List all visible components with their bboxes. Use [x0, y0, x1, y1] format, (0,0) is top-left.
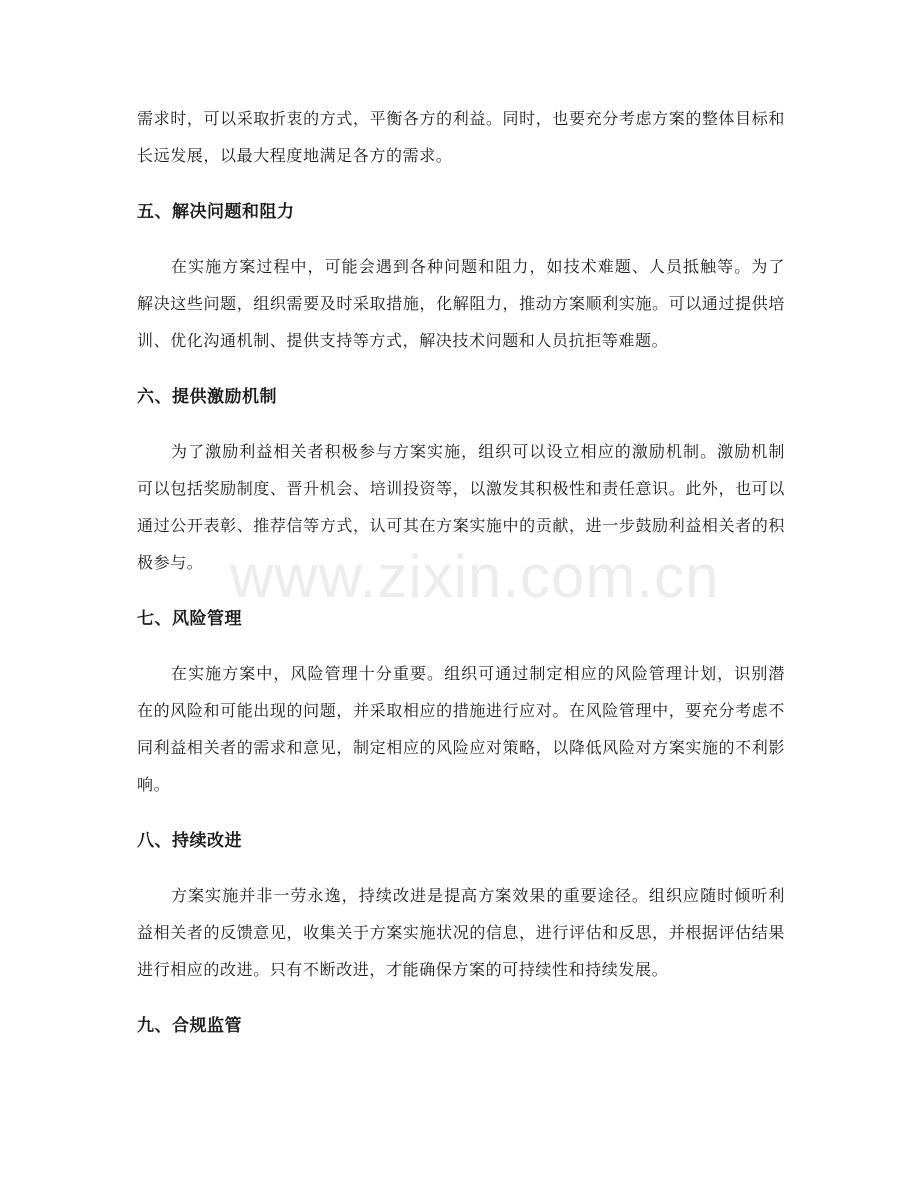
section-heading-8: 八、持续改进: [137, 831, 242, 851]
watermark-text: www.zixin.com.cn: [230, 543, 720, 610]
section-heading-7: 七、风险管理: [137, 609, 242, 629]
section-paragraph-6: 为了激励利益相关者积极参与方案实施，组织可以设立相应的激励机制。激励机制可以包括奖励制度、晋升机会、培训投资等，以激发其积极性和责任意识。此外，也可以通过公开表彰、推荐信等方式，认可其在方案实施中的贡献，进一步鼓励利益相关者的积极参与。: [137, 442, 785, 572]
intro-paragraph: 需求时，可以采取折衷的方式，平衡各方的利益。同时，也要充分考虑方案的整体目标和长远发展，以最大程度地满足各方的需求。: [137, 109, 785, 165]
section-heading-6: 六、提供激励机制: [137, 387, 277, 407]
section-paragraph-5: 在实施方案过程中，可能会遇到各种问题和阻力，如技术难题、人员抵触等。为了解决这些问题，组织需要及时采取措施，化解阻力，推动方案顺利实施。可以通过提供培训、优化沟通机制、提供支持等方式，解决技术问题和人员抗拒等难题。: [137, 257, 785, 350]
section-paragraph-8: 方案实施并非一劳永逸，持续改进是提高方案效果的重要途径。组织应随时倾听利益相关者的反馈意见，收集关于方案实施状况的信息，进行评估和反思，并根据评估结果进行相应的改进。只有不断改进，才能确保方案的可持续性和持续发展。: [137, 886, 785, 979]
section-heading-5: 五、解决问题和阻力: [137, 202, 295, 222]
section-heading-9: 九、合规监管: [137, 1016, 242, 1036]
section-paragraph-7: 在实施方案中，风险管理十分重要。组织可通过制定相应的风险管理计划，识别潜在的风险和可能出现的问题，并采取相应的措施进行应对。在风险管理中，要充分考虑不同利益相关者的需求和意见，制定相应的风险应对策略，以降低风险对方案实施的不利影响。: [137, 664, 785, 794]
document-body: [137, 100, 785, 1038]
